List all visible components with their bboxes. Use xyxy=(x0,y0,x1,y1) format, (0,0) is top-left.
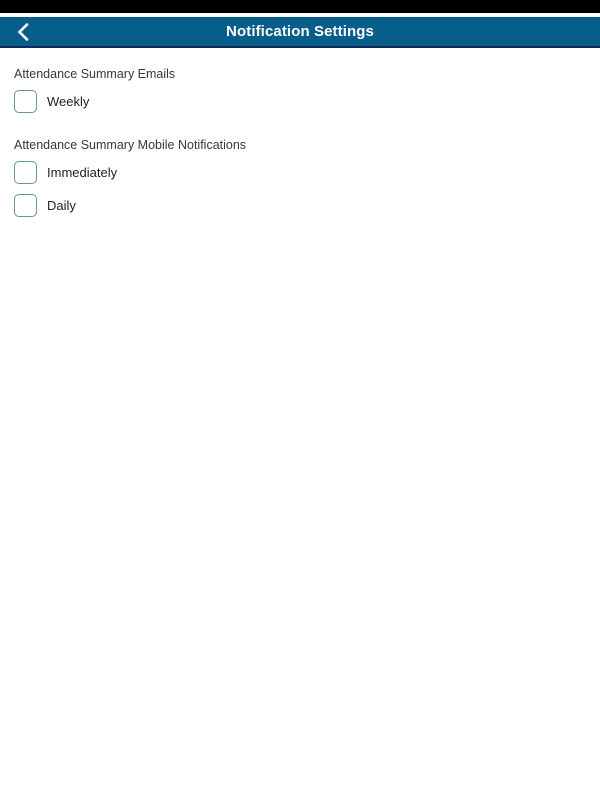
checkbox[interactable] xyxy=(14,90,37,113)
page-title: Notification Settings xyxy=(226,23,374,40)
options-list xyxy=(14,160,586,217)
section-label: Attendance Summary Emails xyxy=(14,67,176,81)
checkbox-label: Weekly xyxy=(47,93,90,109)
settings-content xyxy=(0,67,600,217)
status-bar xyxy=(0,0,600,13)
settings-section-1 xyxy=(14,138,586,217)
checkbox-label: Daily xyxy=(47,197,76,213)
settings-section-0 xyxy=(14,67,586,113)
sections-container xyxy=(14,67,586,217)
options-list xyxy=(14,89,586,113)
checkbox[interactable] xyxy=(14,161,37,184)
checkbox-row-weekly[interactable] xyxy=(14,89,586,113)
app-header xyxy=(0,17,600,48)
section-label: Attendance Summary Mobile Notifications xyxy=(14,138,247,152)
checkbox-row-daily[interactable] xyxy=(14,193,586,217)
checkbox[interactable] xyxy=(14,194,37,217)
checkbox-row-immediately[interactable] xyxy=(14,160,586,184)
checkbox-label: Immediately xyxy=(47,164,118,180)
